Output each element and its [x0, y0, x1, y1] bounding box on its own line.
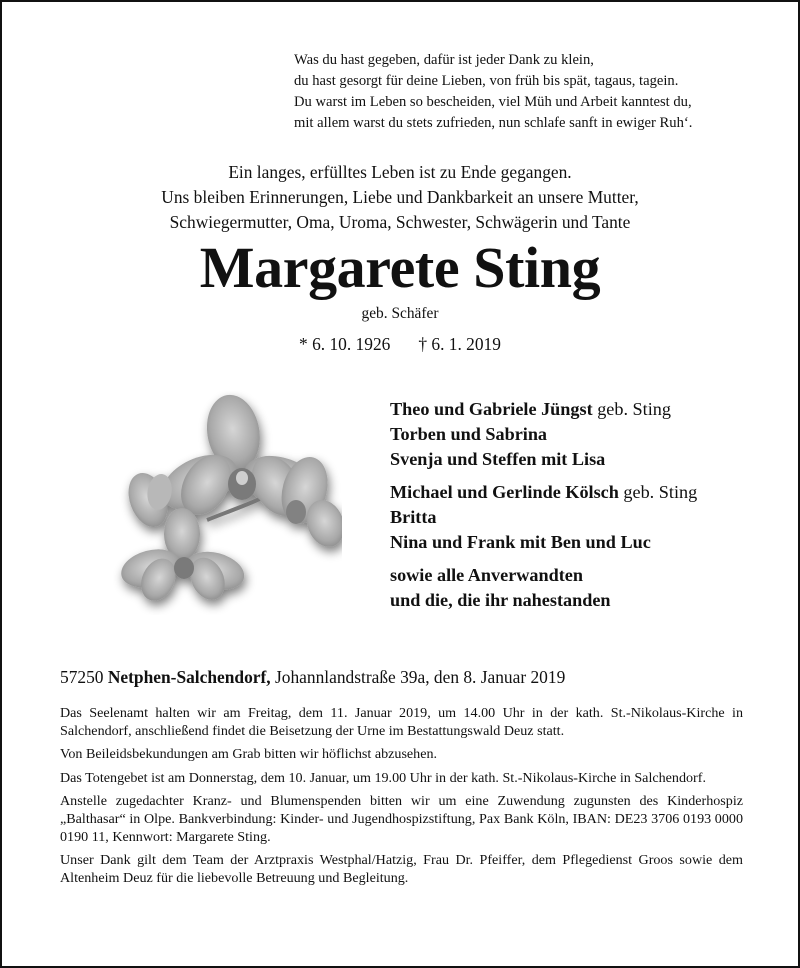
poem	[294, 50, 692, 134]
deceased-name: Margarete Sting	[199, 235, 601, 300]
family-name: Michael und Gerlinde Kölsch	[390, 482, 619, 502]
family-name: Nina und Frank mit Ben und Luc	[390, 532, 651, 552]
life-dates	[2, 332, 798, 356]
poem-line: Du warst im Leben so bescheiden, viel Müh und Arbeit kanntest du,	[294, 94, 692, 110]
street-and-date: Johannlandstraße 39a, den 8. Januar 2019	[275, 667, 566, 687]
town-name: Netphen-Salchendorf,	[107, 667, 271, 687]
family-line	[390, 588, 697, 613]
poem-line: Was du hast gegeben, dafür ist jeder Dank zu klein,	[294, 52, 594, 68]
address-line	[60, 665, 565, 689]
notes	[60, 705, 743, 893]
family-line	[390, 480, 697, 505]
intro-line: Uns bleiben Erinnerungen, Liebe und Dankbarkeit an unsere Mutter,	[161, 187, 639, 207]
family-name: Torben und Sabrina	[390, 424, 548, 444]
family-list	[390, 397, 697, 621]
family-line	[390, 397, 697, 422]
family-name: sowie alle Anverwandten	[390, 565, 583, 585]
poem-line: mit allem warst du stets zufrieden, nun schlafe sanft in ewiger Ruh‘.	[294, 115, 693, 131]
note-paragraph: Unser Dank gilt dem Team der Arztpraxis Westphal/Hatzig, Frau Dr. Pfeiffer, dem Pflegedienst Groos sowie dem Altenheim Deuz für die liebevolle Betreuung und Begleitung.	[60, 852, 743, 886]
family-line	[390, 505, 697, 530]
family-name: Svenja und Steffen mit Lisa	[390, 449, 606, 469]
family-note: geb. Sting	[592, 399, 671, 419]
note-paragraph: Das Seelenamt halten wir am Freitag, dem 11. Januar 2019, um 14.00 Uhr in der kath. St.-Nikolaus-Kirche in Salchendorf, anschließend findet die Beisetzung der Urne im Bestattungswald Deuz statt.	[60, 705, 743, 739]
family-line	[390, 563, 697, 588]
note-paragraph: Von Beileidsbekundungen am Grab bitten wir höflichst abzusehen.	[60, 746, 438, 763]
intro-line: Ein langes, erfülltes Leben ist zu Ende gegangen.	[228, 162, 572, 182]
family-line	[390, 530, 697, 555]
family-group	[390, 480, 697, 555]
poem-line: du hast gesorgt für deine Lieben, von früh bis spät, tagaus, tagein.	[294, 73, 679, 89]
note-paragraph: Anstelle zugedachter Kranz- und Blumenspenden bitten wir um eine Zuwendung zugunsten des Kinderhospiz „Balthasar“ in Olpe. Bankverbindung: Kinder- und Jugendhospizstiftung, Pax Bank Köln, IBAN: DE23 3706 0193 0000 0190 11, Kennwort: Margarete Sting.	[60, 793, 743, 845]
family-group	[390, 397, 697, 472]
family-line	[390, 447, 697, 472]
zip-code: 57250	[60, 667, 104, 687]
orchid-flower-image	[112, 390, 342, 615]
maiden-name: geb. Schäfer	[361, 305, 439, 322]
family-line	[390, 422, 697, 447]
family-group	[390, 563, 697, 613]
family-name: Britta	[390, 507, 437, 527]
death-date: † 6. 1. 2019	[418, 334, 501, 354]
birth-date: * 6. 10. 1926	[299, 334, 391, 354]
family-name: und die, die ihr nahestanden	[390, 590, 611, 610]
family-note: geb. Sting	[618, 482, 698, 502]
intro-line: Schwiegermutter, Oma, Uroma, Schwester, Schwägerin und Tante	[169, 212, 631, 232]
intro-text	[2, 160, 798, 235]
family-name: Theo und Gabriele Jüngst	[390, 399, 593, 419]
note-paragraph: Das Totengebet ist am Donnerstag, dem 10. Januar, um 19.00 Uhr in der kath. St.-Nikolaus-Kirche in Salchendorf.	[60, 769, 706, 786]
